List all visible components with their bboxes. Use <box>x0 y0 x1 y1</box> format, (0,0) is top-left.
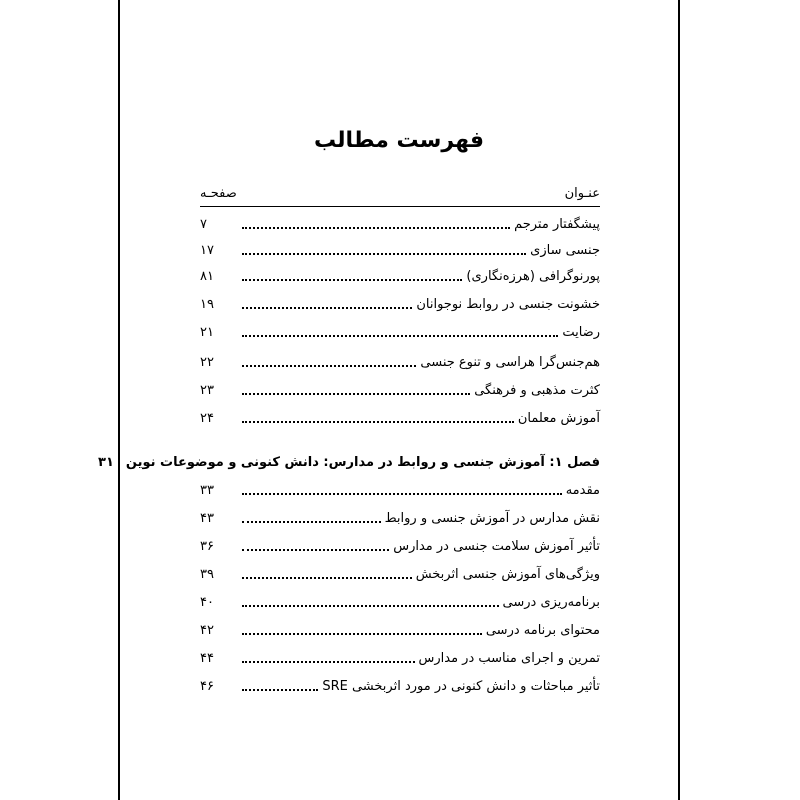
toc-entry-label: مقدمه <box>565 482 600 498</box>
toc-entry[interactable] <box>200 350 600 374</box>
toc-entry-label: رضایت <box>562 324 600 340</box>
toc-entry[interactable] <box>200 378 600 402</box>
toc-entry-label: جنسی سازی <box>530 242 600 258</box>
toc-entry-page: ۷ <box>200 216 207 232</box>
toc-entry[interactable] <box>200 506 600 530</box>
toc-entry-label: ویژگی‌های آموزش جنسی اثربخش <box>415 566 600 582</box>
page-column-header: صفحـه <box>200 186 237 201</box>
dot-leader <box>242 492 562 495</box>
toc-entry[interactable] <box>200 238 600 262</box>
toc-entry-page: ۳۹ <box>200 566 214 582</box>
toc-entry-page: ۴۶ <box>200 678 214 694</box>
dot-leader <box>242 306 412 309</box>
page-title: فهرست مطالب <box>313 128 485 153</box>
toc-entry-page: ۳۳ <box>200 482 214 498</box>
dot-leader <box>242 334 558 337</box>
toc-header <box>200 186 600 206</box>
dot-leader <box>242 576 412 579</box>
toc-entry[interactable] <box>200 618 600 642</box>
header-divider <box>200 206 600 207</box>
dot-leader <box>242 520 381 523</box>
toc-entry[interactable] <box>200 320 600 344</box>
toc-entry-label: نقش مدارس در آموزش جنسی و روابط <box>384 510 600 526</box>
toc-entry-label: تأثیر مباحثات و دانش کنونی در مورد اثربخشی SRE <box>322 678 600 694</box>
toc-entry-label: پورنوگرافی (هرزه‌نگاری) <box>466 268 600 284</box>
toc-entry-label: هم‌جنس‌گرا هراسی و تنوع جنسی <box>420 354 600 370</box>
dot-leader <box>242 420 514 423</box>
toc-entry-page: ۲۱ <box>200 324 214 340</box>
toc-entry[interactable] <box>200 562 600 586</box>
toc-entry-page: ۳۱ <box>98 454 114 470</box>
toc-entry-label: محتوای برنامه درسی <box>485 622 600 638</box>
toc-entry[interactable] <box>200 406 600 430</box>
toc-entry-label: تأثیر آموزش سلامت جنسی در مدارس <box>393 538 600 554</box>
dot-leader <box>242 226 510 229</box>
toc-entry[interactable] <box>200 646 600 670</box>
toc-entry-label: کثرت مذهبی و فرهنگی <box>474 382 600 398</box>
toc-entry[interactable] <box>200 264 600 288</box>
toc-entry[interactable] <box>200 292 600 316</box>
dot-leader <box>242 548 389 551</box>
toc-entry-page: ۴۴ <box>200 650 214 666</box>
dot-leader <box>242 632 482 635</box>
dot-leader <box>242 278 462 281</box>
dot-leader <box>242 252 526 255</box>
toc-entry-page: ۴۰ <box>200 594 214 610</box>
dot-leader <box>242 604 499 607</box>
toc-entry[interactable] <box>200 674 600 698</box>
toc-entry-page: ۴۳ <box>200 510 214 526</box>
toc-entry-page: ۱۷ <box>200 242 214 258</box>
dot-leader <box>242 688 318 691</box>
toc-entry-label: پیشگفتار مترجم <box>514 216 600 232</box>
toc-entry-page: ۲۲ <box>200 354 214 370</box>
toc-entry-page: ۱۹ <box>200 296 214 312</box>
toc-entry-label: خشونت جنسی در روابط نوجوانان <box>416 296 600 312</box>
toc-entry-page: ۴۲ <box>200 622 214 638</box>
toc-entry[interactable] <box>200 590 600 614</box>
dot-leader <box>242 364 416 367</box>
dot-leader <box>242 392 470 395</box>
toc-entry-page: ۲۴ <box>200 410 214 426</box>
toc-entry[interactable] <box>200 534 600 558</box>
toc-entry-page: ۳۶ <box>200 538 214 554</box>
toc-entry-label: برنامه‌ریزی درسی <box>502 594 600 610</box>
toc-entry-label: آموزش معلمان <box>517 410 600 426</box>
toc-entry[interactable] <box>200 478 600 502</box>
toc-chapter-entry[interactable] <box>98 450 600 474</box>
toc-entry[interactable] <box>200 212 600 236</box>
toc-entry-page: ۲۳ <box>200 382 214 398</box>
toc-entry-label: تمرین و اجرای مناسب در مدارس <box>418 650 600 666</box>
toc-entry-label: فصل ۱: آموزش جنسی و روابط در مدارس: دانش کنونی و موضوعات نوین <box>125 454 600 470</box>
dot-leader <box>242 660 415 663</box>
toc-entry-page: ۸۱ <box>200 268 214 284</box>
title-column-header: عنـوان <box>564 186 600 201</box>
